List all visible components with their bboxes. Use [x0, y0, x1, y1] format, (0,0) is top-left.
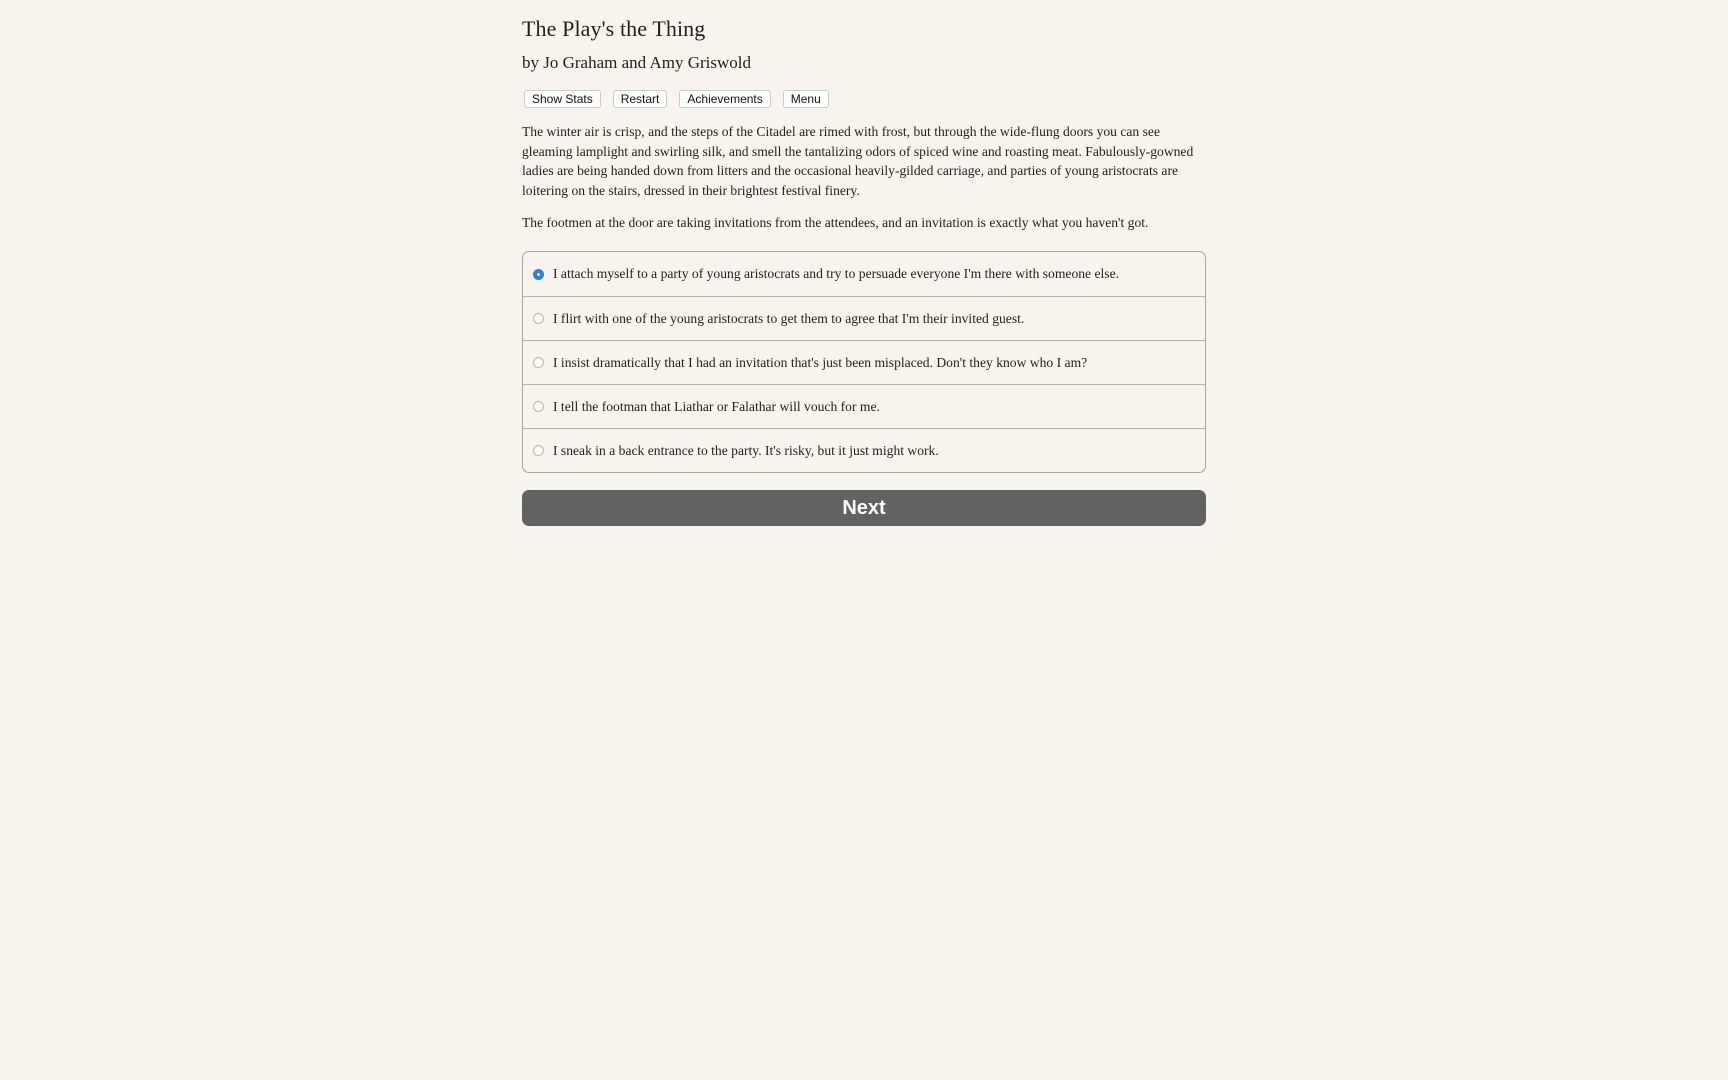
- toolbar: [524, 90, 829, 108]
- choice-option[interactable]: [523, 296, 1205, 340]
- story-paragraph: The footmen at the door are taking invitations from the attendees, and an invitation is exactly what you haven't got.: [522, 215, 1149, 230]
- next-button[interactable]: Next: [522, 490, 1206, 526]
- choice-option[interactable]: [523, 252, 1205, 296]
- choice-list: [522, 251, 1206, 473]
- achievements-button[interactable]: Achievements: [679, 90, 770, 108]
- choice-label: I attach myself to a party of young aristocrats and try to persuade everyone I'm there with someone else.: [553, 266, 1120, 281]
- show-stats-button[interactable]: Show Stats: [524, 90, 601, 108]
- game-title: The Play's the Thing: [522, 16, 706, 41]
- restart-button[interactable]: Restart: [613, 90, 668, 108]
- game-author: by Jo Graham and Amy Griswold: [522, 53, 752, 72]
- radio-button[interactable]: [533, 445, 544, 456]
- radio-button[interactable]: [533, 313, 544, 324]
- menu-button[interactable]: Menu: [783, 90, 829, 108]
- radio-button[interactable]: [533, 401, 544, 412]
- choice-label: I flirt with one of the young aristocrats to get them to agree that I'm their invited guest.: [553, 310, 1025, 326]
- choice-label: I sneak in a back entrance to the party. It's risky, but it just might work.: [553, 442, 939, 458]
- choice-option[interactable]: [523, 384, 1205, 428]
- choice-label: I insist dramatically that I had an invitation that's just been misplaced. Don't they know who I am?: [553, 354, 1088, 370]
- choice-label: I tell the footman that Liathar or Falathar will vouch for me.: [553, 398, 880, 414]
- story-paragraph: The winter air is crisp, and the steps of the Citadel are rimed with frost, but through the wide-flung doors you can see gleaming lamplight and swirling silk, and smell the tantalizing odors of spiced wine and roasting meat. Fabulously-gowned ladies are being handed down from litters and the occasional heavily-gilded carriage, and parties of young aristocrats are loitering on the stairs, dressed in their brightest festival finery.: [522, 124, 1194, 198]
- radio-button[interactable]: [533, 269, 544, 280]
- radio-button[interactable]: [533, 357, 544, 368]
- story-text: [522, 122, 1206, 246]
- choice-option[interactable]: [523, 428, 1205, 472]
- choice-option[interactable]: [523, 340, 1205, 384]
